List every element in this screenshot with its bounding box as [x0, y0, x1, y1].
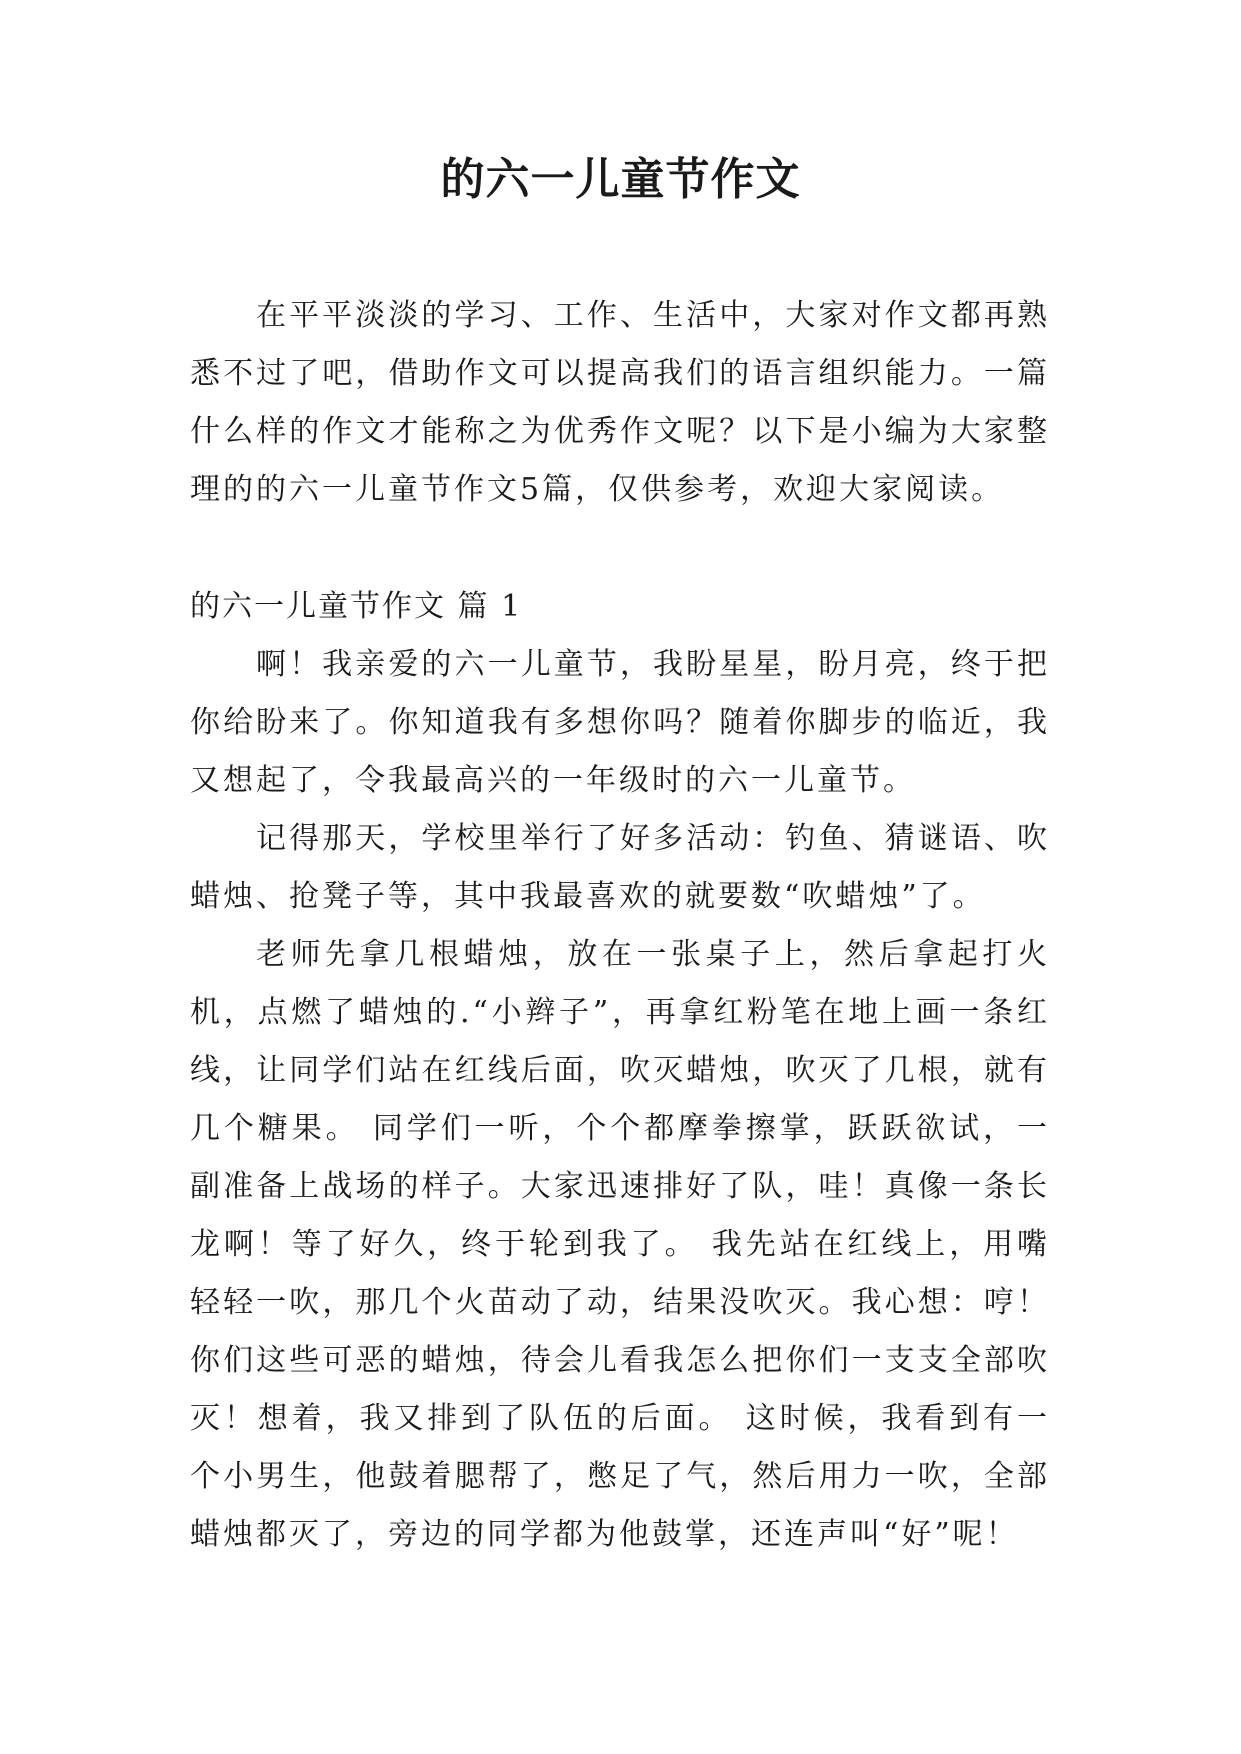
essay-paragraph: 记得那天，学校里举行了好多活动：钓鱼、猜谜语、吹蜡烛、抢凳子等，其中我最喜欢的就要数“吹蜡烛”了。	[190, 821, 1050, 914]
section-heading: 的六一儿童节作文 篇 1	[190, 589, 523, 624]
document-title: 的六一儿童节作文	[440, 154, 801, 205]
essay-paragraph: 啊！我亲爱的六一儿童节，我盼星星，盼月亮，终于把你给盼来了。你知道我有多想你吗？随着你脚步的临近，我又想起了，令我最高兴的一年级时的六一儿童节。	[190, 647, 1050, 798]
essay-paragraph: 老师先拿几根蜡烛，放在一张桌子上，然后拿起打火机，点燃了蜡烛的.“小辫子”，再拿红粉笔在地上画一条红线，让同学们站在红线后面，吹灭蜡烛，吹灭了几根，就有几个糖果。 同学们一听，个个都摩拳擦掌，跃跃欲试，一副准备上战场的样子。大家迅速排好了队，哇！真像一条长龙啊！等了好久，终于轮到我了。 我先站在红线上，用嘴轻轻一吹，那几个火苗动了动，结果没吹灭。我心想：哼！你们这些可恶的蜡烛，待会儿看我怎么把你们一支支全部吹灭！想着，我又排到了队伍的后面。 这时候，我看到有一个小男生，他鼓着腮帮了，憋足了气，然后用力一吹，全部蜡烛都灭了，旁边的同学都为他鼓掌，还连声叫“好”呢！	[190, 937, 1050, 1552]
essay-section-1	[190, 578, 1050, 1564]
intro-paragraph: 在平平淡淡的学习、工作、生活中，大家对作文都再熟悉不过了吧，借助作文可以提高我们的语言组织能力。一篇什么样的作文才能称之为优秀作文呢？以下是小编为大家整理的的六一儿童节作文5篇，仅供参考，欢迎大家阅读。	[190, 298, 1050, 507]
